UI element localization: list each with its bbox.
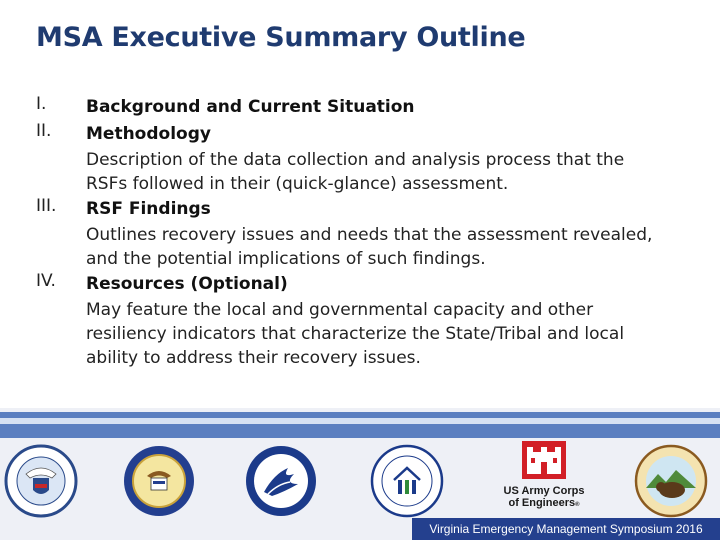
- outline-number: III.: [36, 196, 57, 216]
- hhs-seal-icon: [244, 444, 318, 518]
- outline-heading: Background and Current Situation: [86, 97, 415, 117]
- outline-description: May feature the local and governmental capacity and other resiliency indicators that characterize the State/Tribal and local ability to address their recovery issues.: [86, 300, 625, 368]
- outline-list: [36, 94, 686, 370]
- band-rule: [0, 412, 720, 438]
- outline-number: I.: [36, 94, 47, 114]
- outline-number: II.: [36, 121, 52, 141]
- outline-item: [36, 196, 686, 271]
- interior-seal-icon: [634, 444, 708, 518]
- dhs-seal-icon: [4, 444, 78, 518]
- usace-line2-text: of Engineers: [508, 497, 576, 509]
- outline-heading: Methodology: [86, 124, 211, 144]
- page-title: MSA Executive Summary Outline: [36, 22, 526, 53]
- outline-item: [36, 121, 686, 196]
- outline-description: Description of the data collection and analysis process that the RSFs followed in their (quick-glance) assessment.: [86, 150, 625, 194]
- commerce-seal-icon: [122, 444, 196, 518]
- usace-logo: [494, 440, 594, 524]
- castle-icon: [521, 440, 567, 480]
- outline-heading: RSF Findings: [86, 199, 211, 219]
- outline-heading: Resources (Optional): [86, 274, 288, 294]
- outline-description: Outlines recovery issues and needs that the assessment revealed, and the potential implications of such findings.: [86, 225, 653, 269]
- usace-line2: [494, 497, 594, 511]
- outline-number: IV.: [36, 271, 56, 291]
- outline-item: [36, 94, 686, 121]
- band-rule-highlight: [0, 418, 720, 424]
- outline-item: [36, 271, 686, 370]
- hud-seal-icon: [370, 444, 444, 518]
- usace-line1: US Army Corps: [503, 485, 585, 497]
- footer-banner: Virginia Emergency Management Symposium 2016: [412, 518, 720, 540]
- usace-registered-mark: ®: [575, 502, 580, 508]
